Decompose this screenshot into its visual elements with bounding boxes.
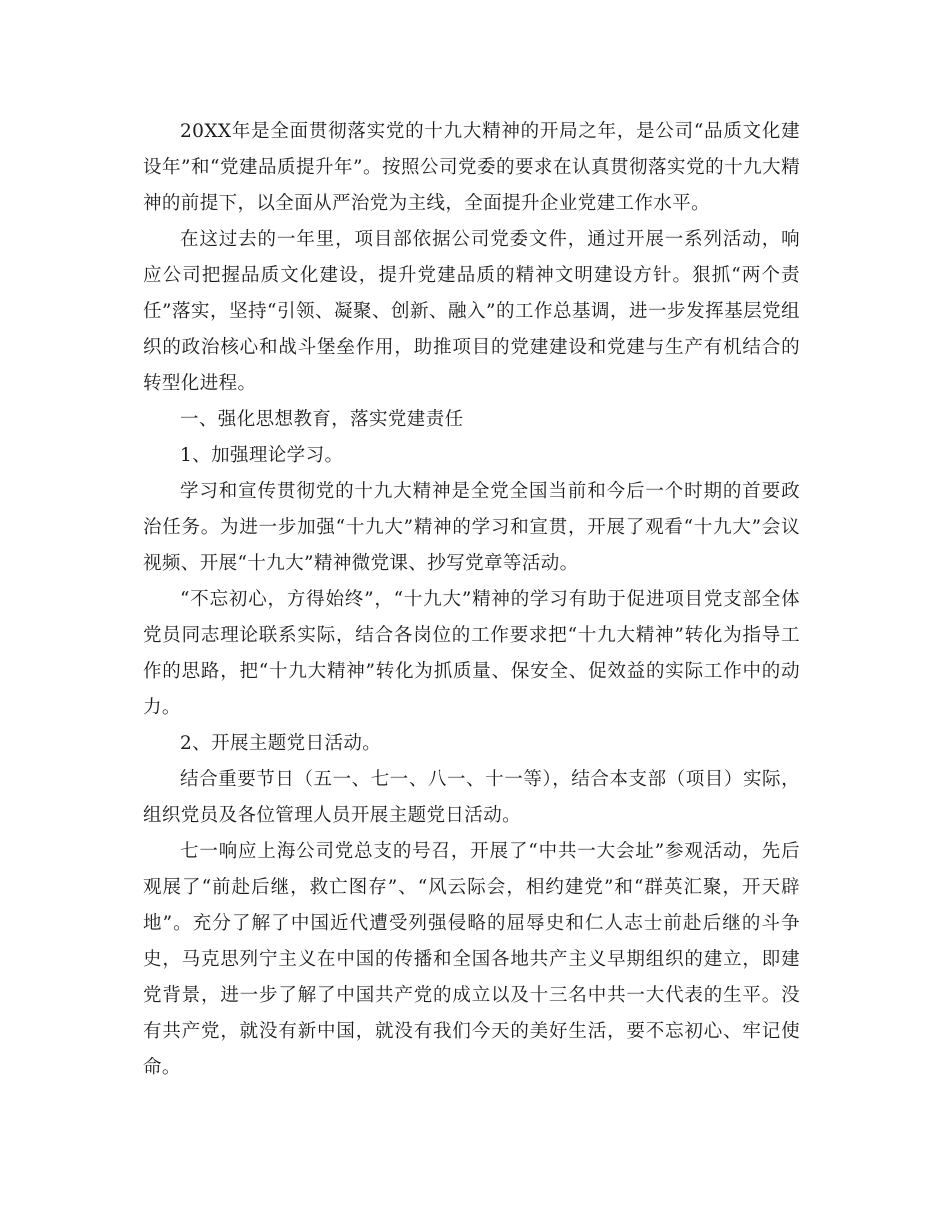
original-aspiration-paragraph: “不忘初心，方得始终”，“十九大”精神的学习有助于促进项目党支部全体党员同志理论联系实际，结合各岗位的工作要求把“十九大精神”转化为指导工作的思路，把“十九大精神”转化为抓质量、保安全、促效益的实际工作中的动力。 xyxy=(143,589,800,718)
july-first-paragraph: 七一响应上海公司党总支的号召，开展了“中共一大会址”参观活动，先后观展了“前赴后继，救亡图存”、“风云际会，相约建党”和“群英汇聚，开天辟地”。充分了解了中国近代遭受列强侵略的屈辱史和仁人志士前赴后继的斗争史，马克思列宁主义在中国的传播和全国各地共产主义早期组织的建立，即建党背景，进一步了解了中国共产党的成立以及十三名中共一大代表的生平。没有共产党，就没有新中国，就没有我们今天的美好生活，要不忘初心、牢记使命。 xyxy=(143,841,800,1078)
document-page xyxy=(143,114,800,1086)
intro-paragraph: 20XX年是全面贯彻落实党的十九大精神的开局之年，是公司“品质文化建设年”和“党建品质提升年”。按照公司党委的要求在认真贯彻落实党的十九大精神的前提下，以全面从严治党为主线，全面提升企业党建工作水平。 xyxy=(143,121,800,214)
subheading-1: 1、加强理论学习。 xyxy=(180,445,344,466)
review-paragraph: 在这过去的一年里，项目部依据公司党委文件，通过开展一系列活动，响应公司把握品质文化建设，提升党建品质的精神文明建设方针。狠抓“两个责任”落实，坚持“引领、凝聚、创新、融入”的工作总基调，进一步发挥基层党组织的政治核心和战斗堡垒作用，助推项目的党建建设和党建与生产有机结合的转型化进程。 xyxy=(143,229,800,394)
subheading-2: 2、开展主题党日活动。 xyxy=(180,733,382,754)
theme-day-paragraph: 结合重要节日（五一、七一、八一、十一等），结合本支部（项目）实际，组织党员及各位管理人员开展主题党日活动。 xyxy=(143,769,800,826)
section-heading-1: 一、强化思想教育，落实党建责任 xyxy=(180,409,464,430)
study-paragraph: 学习和宣传贯彻党的十九大精神是全党全国当前和今后一个时期的首要政治任务。为进一步加强“十九大”精神的学习和宣贯，开展了观看“十九大”会议视频、开展“十九大”精神微党课、抄写党章等活动。 xyxy=(143,481,800,574)
